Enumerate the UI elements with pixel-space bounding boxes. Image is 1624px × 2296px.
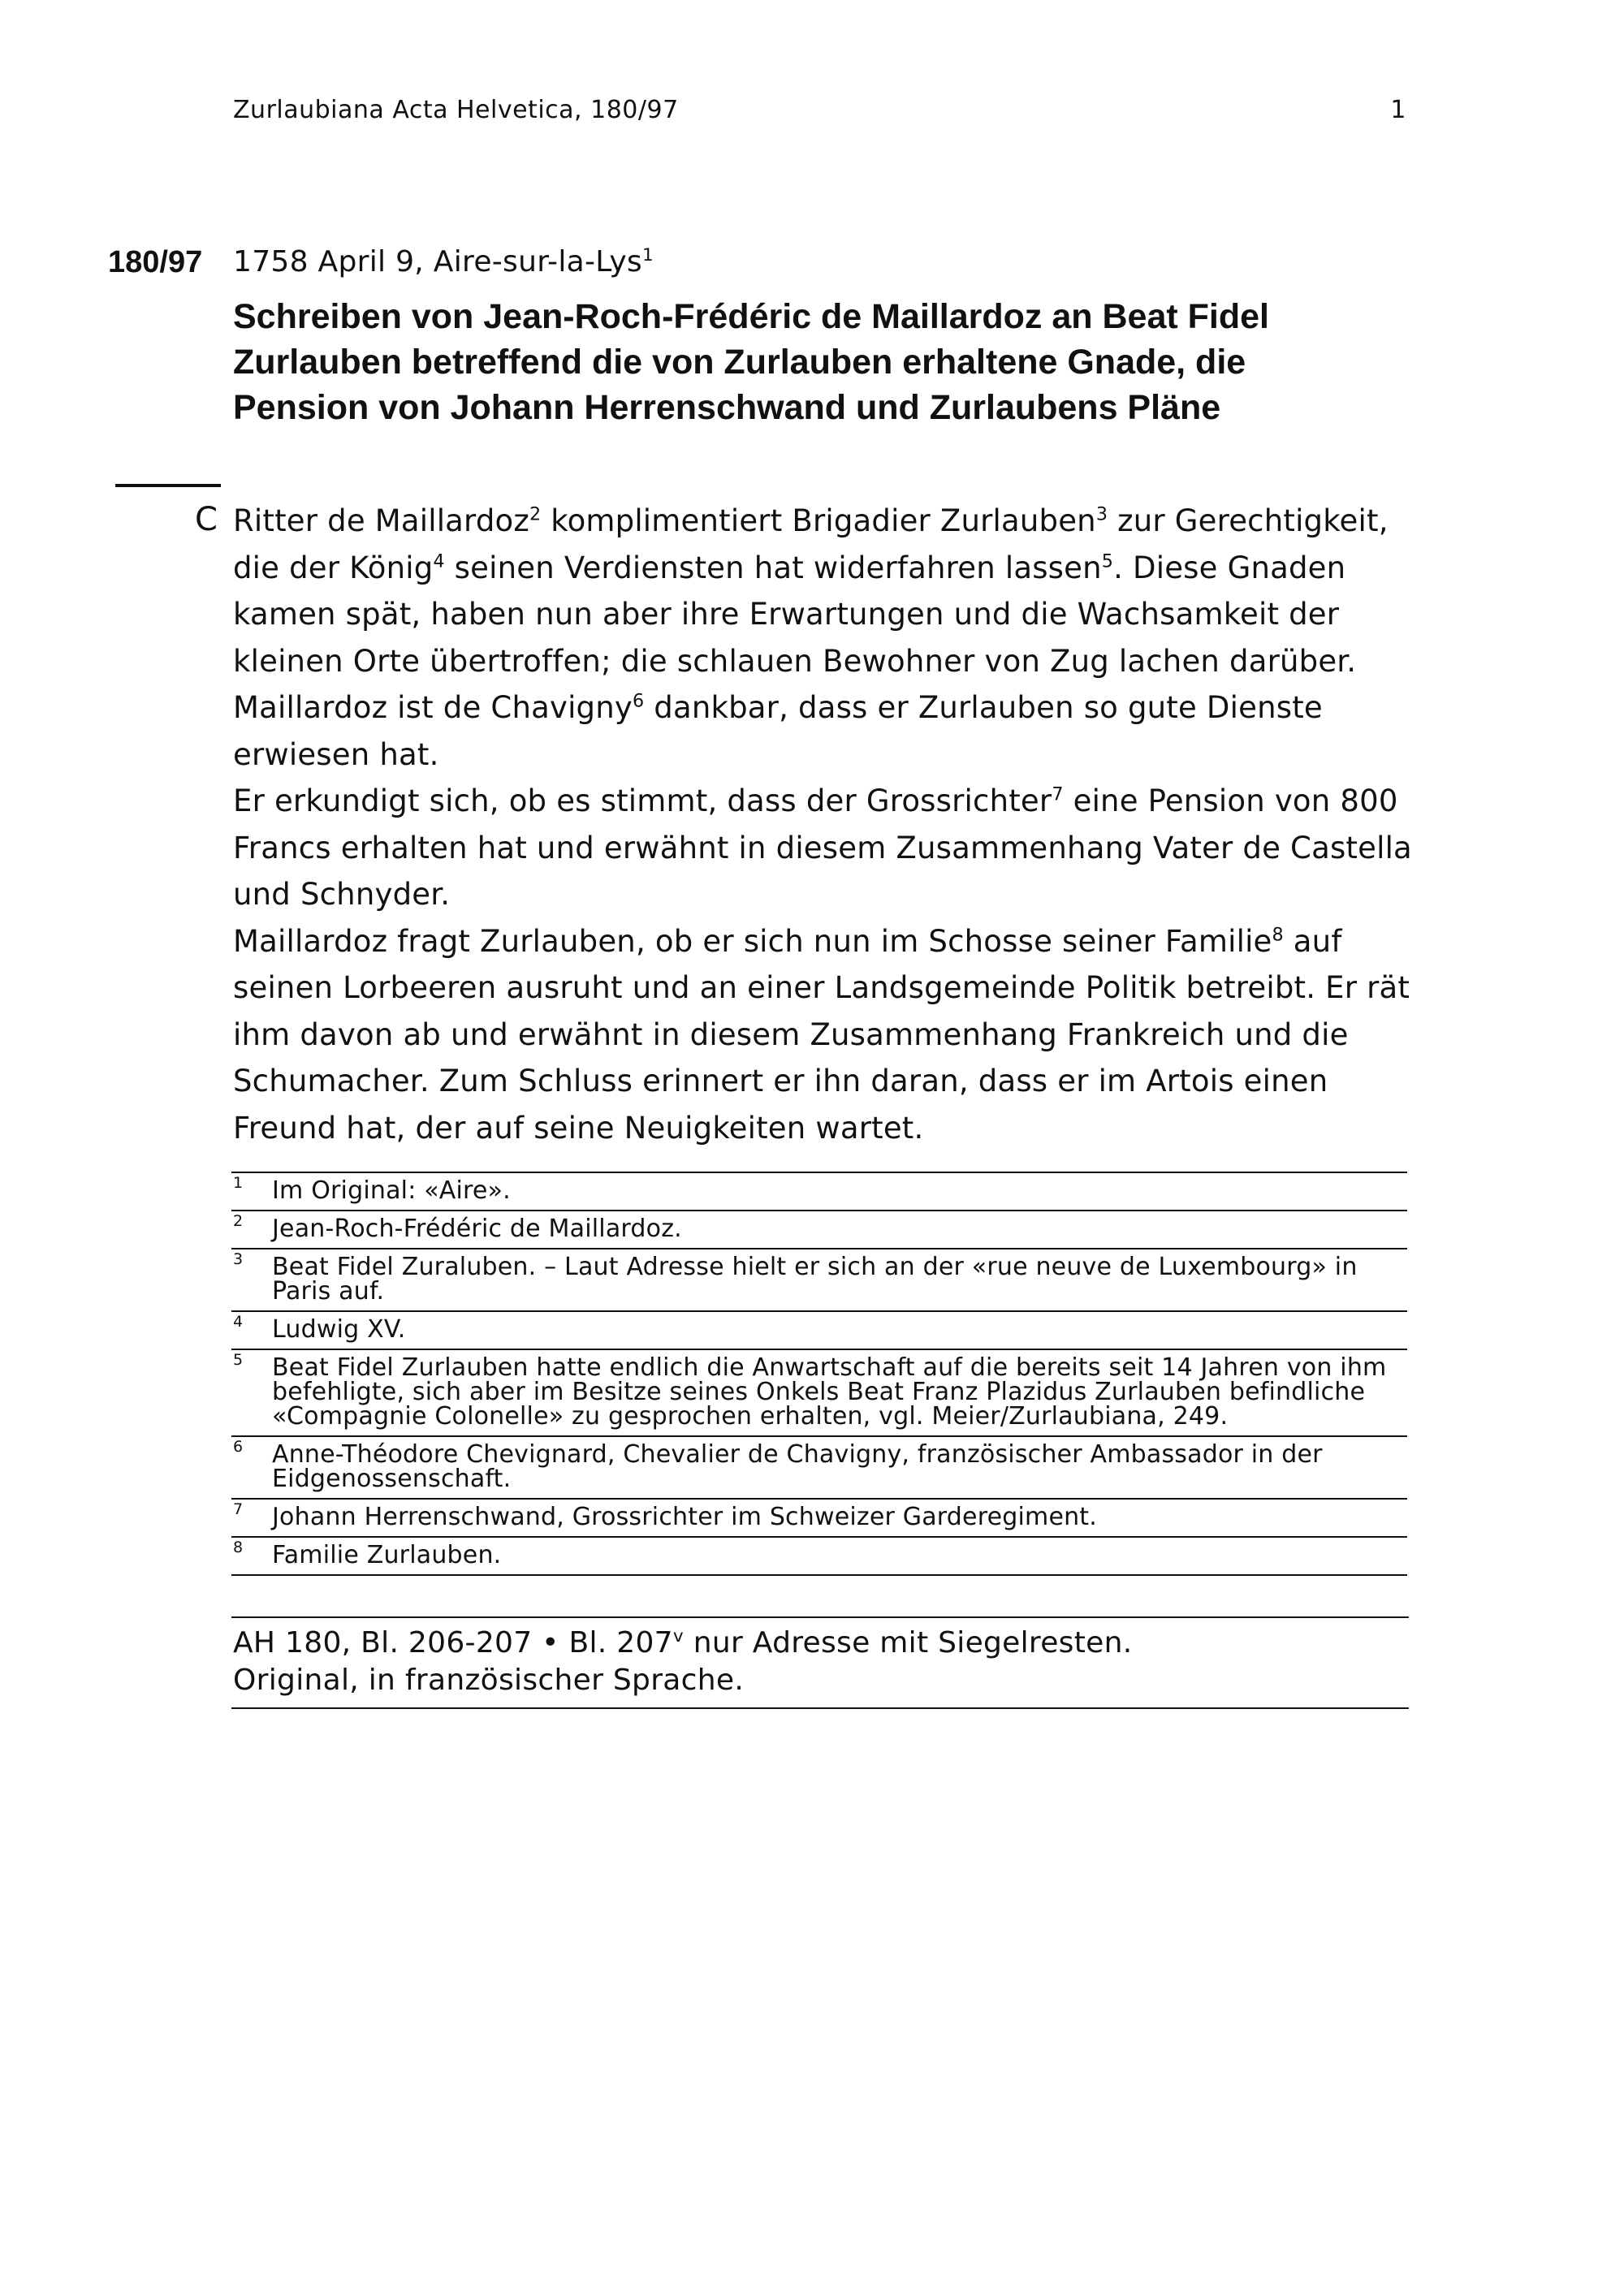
document-number: 180/97 — [108, 245, 203, 279]
footnote-number: 8 — [233, 1539, 244, 1556]
footnote-number: 4 — [233, 1313, 244, 1331]
footnote — [231, 1350, 1407, 1437]
footnote-number: 2 — [233, 1212, 244, 1230]
footnote-number: 1 — [233, 1174, 244, 1192]
page-number: 1 — [1390, 96, 1406, 124]
summary — [233, 498, 1419, 1151]
footnote — [231, 1500, 1407, 1538]
footnote-ref-7[interactable]: 7 — [1052, 783, 1064, 805]
date-place-text: 1758 April 9, Aire-sur-la-Lys — [233, 245, 642, 278]
summary-text: auf seinen Lorbeeren ausruht und an einer Landsgemeinde Politik betreibt. Er rät ihm davon ab und erwähnt in diesem Zusammenhang Frankreich und die Schumacher. Zum Schluss erinnert er ihn daran, dass er im Artois einen Freund hat, der auf seine Neuigkeiten wartet. — [233, 923, 1410, 1146]
footnote-ref-1[interactable]: 1 — [641, 245, 654, 265]
summary-text: Maillardoz fragt Zurlauben, ob er sich nun im Schosse seiner Familie — [233, 923, 1272, 959]
summary-text: seinen Verdiensten hat widerfahren lassen — [444, 550, 1102, 585]
footnote-number: 3 — [233, 1250, 244, 1268]
footnote — [231, 1249, 1407, 1312]
summary-text: dankbar, dass er Zurlauben so gute Dienste erwiesen hat. — [233, 690, 1323, 772]
running-title: Zurlaubiana Acta Helvetica, 180/97 — [233, 96, 679, 124]
section-letter: C — [195, 501, 218, 538]
footnote-ref-2[interactable]: 2 — [529, 503, 542, 525]
source-text: nur Adresse mit Siegelresten. — [683, 1626, 1133, 1659]
footnote — [231, 1211, 1407, 1249]
footnote-text: Jean-Roch-Frédéric de Maillardoz. — [272, 1215, 682, 1243]
source-line-1 — [233, 1625, 1409, 1662]
summary-text: zur Gerechtigkeit, die der König — [233, 503, 1389, 585]
footnote-text: Beat Fidel Zuraluben. – Laut Adresse hielt er sich an der «rue neuve de Luxembourg» in Paris auf. — [272, 1253, 1358, 1306]
summary-paragraph — [233, 778, 1419, 918]
document-title: Schreiben von Jean-Roch-Frédéric de Maillardoz an Beat Fidel Zurlauben betreffend die von Zurlauben erhaltene Gnade, die Pension von Johann Herrenschwand und Zurlaubens Pläne — [233, 297, 1269, 427]
source-line-2: Original, in französischer Sprache. — [233, 1664, 745, 1697]
footnote-number: 7 — [233, 1500, 244, 1518]
footnote-text: Beat Fidel Zurlauben hatte endlich die Anwartschaft auf die bereits seit 14 Jahren von ihm befehligte, sich aber im Besitze seines Onkels Beat Franz Plazidus Zurlauben befindliche «Compagnie Colonelle» zu gesprochen erhalten, vgl. Meier/Zurlaubiana, 249. — [272, 1353, 1387, 1431]
footnote-number: 5 — [233, 1351, 244, 1369]
footnote-ref-5[interactable]: 5 — [1101, 550, 1114, 572]
footnote-text: Johann Herrenschwand, Grossrichter im Schweizer Garderegiment. — [272, 1503, 1098, 1531]
footnote — [231, 1312, 1407, 1350]
footnote-ref-8[interactable]: 8 — [1272, 924, 1284, 946]
summary-text: . Diese Gnaden kamen spät, haben nun aber ihre Erwartungen und die Wachsamkeit der kleinen Orte übertroffen; die schlauen Bewohner von Zug lachen darüber. Maillardoz ist de Chavigny — [233, 550, 1357, 725]
verso-mark: v — [672, 1626, 684, 1646]
source-text: AH 180, Bl. 206-207 • Bl. 207 — [233, 1626, 673, 1659]
footnote — [231, 1437, 1407, 1500]
footnote-text: Im Original: «Aire». — [272, 1176, 511, 1205]
footnote-number: 6 — [233, 1438, 244, 1456]
summary-text: Er erkundigt sich, ob es stimmt, dass der Grossrichter — [233, 783, 1052, 818]
summary-paragraph — [233, 918, 1419, 1152]
footnote-ref-3[interactable]: 3 — [1095, 503, 1108, 525]
footnote — [231, 1173, 1407, 1211]
footnote-text: Ludwig XV. — [272, 1315, 406, 1344]
summary-paragraph — [233, 498, 1419, 778]
summary-text: eine Pension von 800 Francs erhalten hat und erwähnt in diesem Zusammenhang Vater de Castella und Schnyder. — [233, 783, 1412, 912]
source-note — [231, 1616, 1409, 1709]
summary-text: komplimentiert Brigadier Zurlauben — [541, 503, 1096, 538]
running-header — [233, 96, 1406, 125]
footnote-text: Anne-Théodore Chevignard, Chevalier de Chavigny, französischer Ambassador in der Eidgenossenschaft. — [272, 1440, 1323, 1493]
footnote — [231, 1538, 1407, 1576]
document-date-place — [233, 244, 654, 281]
footnote-ref-6[interactable]: 6 — [632, 690, 645, 712]
section-divider — [115, 484, 221, 487]
footnotes — [231, 1172, 1407, 1576]
footnote-text: Familie Zurlauben. — [272, 1541, 502, 1569]
summary-text: Ritter de Maillardoz — [233, 503, 529, 538]
footnote-ref-4[interactable]: 4 — [433, 550, 445, 572]
